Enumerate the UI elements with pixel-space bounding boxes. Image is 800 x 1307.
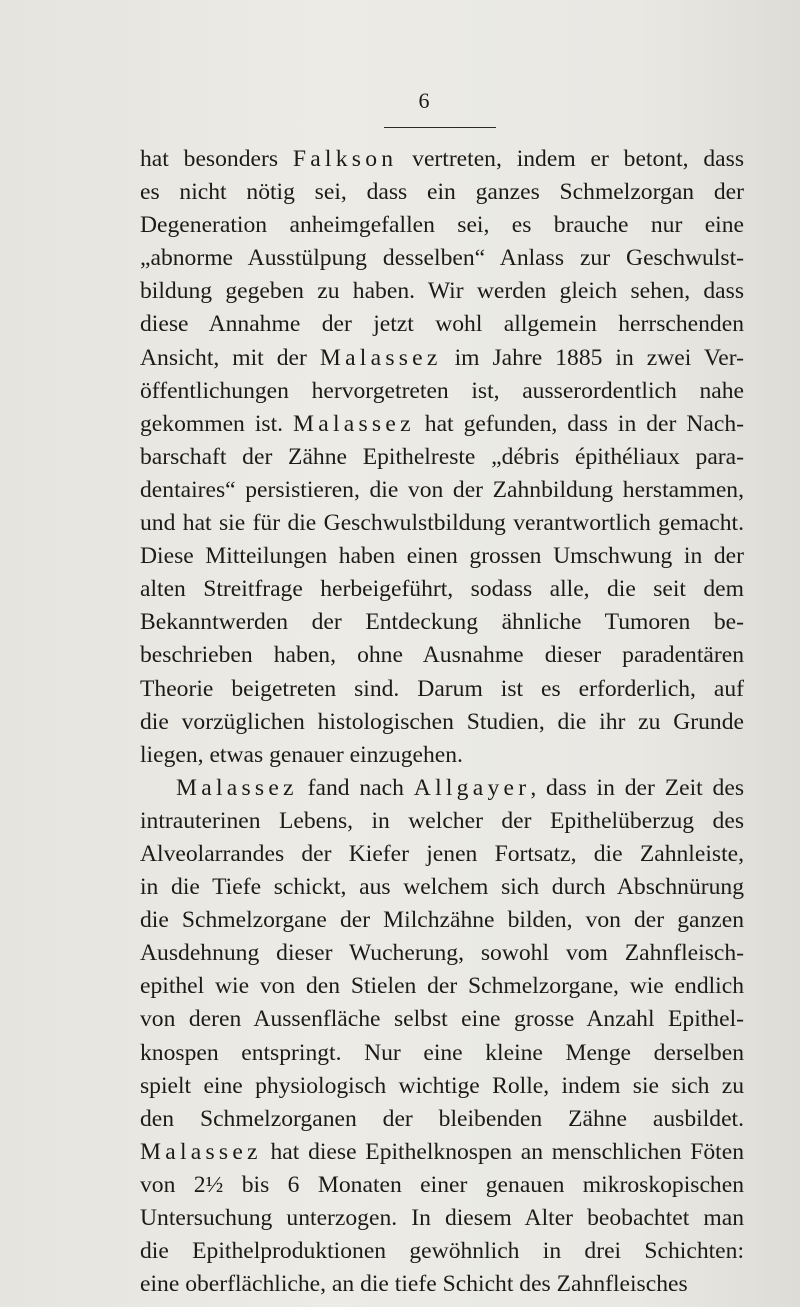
text-line: [140, 342, 744, 375]
text-segment: Ausdehnung dieser Wucherung, sowohl vom Zahnfleisch-: [140, 940, 744, 967]
page-number: 6: [418, 88, 430, 113]
text-segment: Bekanntwerden der Entdeckung ähnliche Tumoren be-: [140, 609, 744, 636]
text-line: [140, 970, 744, 1003]
text-segment: alten Streitfrage herbeigeführt, sodass alle, die seit dem: [140, 576, 744, 603]
body-text: [140, 143, 744, 1301]
text-line: [140, 639, 744, 672]
text-segment: in die Tiefe schickt, aus welchem sich durch Abschnürung: [140, 874, 744, 901]
text-line: [140, 937, 744, 970]
text-line: [140, 606, 744, 639]
text-line: [140, 1037, 744, 1070]
text-line: [140, 1136, 744, 1169]
text-segment: hat besonders: [140, 146, 293, 172]
text-line: [140, 408, 744, 441]
text-line: [140, 176, 744, 209]
text-segment: öffentlichungen hervorgetreten ist, ausserordentlich nahe: [140, 377, 744, 404]
text-segment: dentaires“ persistieren, die von der Zahnbildung herstammen,: [140, 476, 744, 503]
text-line: [140, 507, 744, 540]
header-rule: [384, 127, 496, 128]
text-line: [140, 1103, 744, 1136]
text-segment: „abnorme Ausstülpung desselben“ Anlass zur Geschwulst-: [140, 245, 744, 272]
text-segment: im Jahre 1885 in zwei Ver-: [441, 344, 744, 371]
text-line: [140, 772, 744, 805]
text-segment: fand nach: [297, 774, 414, 801]
text-line: [140, 805, 744, 838]
text-segment: hat gefunden, dass in der Nach-: [414, 410, 744, 437]
text-segment: barschaft der Zähne Epithelreste „débris épithéliaux para-: [140, 443, 744, 470]
text-segment: intrauterinen Lebens, in welcher der Epithelüberzug des: [140, 807, 744, 834]
text-line: [140, 441, 744, 474]
text-line: [140, 375, 744, 408]
text-line: [140, 209, 744, 242]
author-name: Allgayer: [413, 774, 531, 801]
text-line: [140, 308, 744, 341]
text-line: [140, 1268, 744, 1301]
text-segment: Ansicht, mit der: [140, 344, 320, 371]
text-segment: Diese Mitteilungen haben einen grossen Umschwung in der: [140, 543, 744, 570]
text-segment: diese Annahme der jetzt wohl allgemein herrschenden: [140, 311, 744, 338]
text-segment: von 2½ bis 6 Monaten einer genauen mikroskopischen: [140, 1171, 744, 1198]
text-line: [140, 739, 744, 772]
text-segment: liegen, etwas genauer einzugehen.: [140, 741, 463, 768]
author-name: Falkson: [292, 146, 398, 172]
text-line: [140, 1070, 744, 1103]
text-segment: bildung gegeben zu haben. Wir werden gleich sehen, dass: [140, 278, 744, 305]
text-segment: knospen entspringt. Nur eine kleine Menge derselben: [140, 1039, 744, 1066]
text-line: [140, 871, 744, 904]
text-segment: die Epithelproduktionen gewöhnlich in drei Schichten:: [140, 1238, 744, 1265]
text-segment: , dass in der Zeit des: [530, 774, 744, 801]
text-segment: spielt eine physiologisch wichtige Rolle, indem sie sich zu: [140, 1072, 744, 1099]
text-line: [140, 673, 744, 706]
text-segment: die Schmelzorgane der Milchzähne bilden, von der ganzen: [140, 907, 744, 934]
text-segment: es nicht nötig sei, dass ein ganzes Schmelzorgan der: [140, 179, 744, 206]
text-segment: von deren Aussenfläche selbst eine grosse Anzahl Epithel-: [140, 1006, 744, 1033]
author-name: Malassez: [319, 344, 442, 371]
text-segment: die vorzüglichen histologischen Studien, die ihr zu Grunde: [140, 708, 744, 735]
text-line: [140, 242, 744, 275]
text-line: [140, 573, 744, 606]
text-line: [140, 838, 744, 871]
text-line: [140, 143, 744, 176]
text-line: [140, 1202, 744, 1235]
text-segment: eine oberflächliche, an die tiefe Schicht des Zahnfleisches: [140, 1271, 688, 1298]
text-segment: den Schmelzorganen der bleibenden Zähne ausbildet.: [140, 1105, 744, 1132]
text-line: [140, 1003, 744, 1036]
text-segment: vertreten, indem er betont, dass: [397, 146, 744, 172]
text-segment: beschrieben haben, ohne Ausnahme dieser paradentären: [140, 642, 744, 669]
text-line: [140, 275, 744, 308]
text-segment: hat diese Epithelknospen an menschlichen Föten: [261, 1138, 744, 1165]
text-segment: und hat sie für die Geschwulstbildung verantwortlich gemacht.: [140, 510, 744, 537]
author-name: Malassez: [293, 410, 415, 437]
text-segment: Alveolarrandes der Kiefer jenen Fortsatz, die Zahnleiste,: [140, 840, 744, 867]
text-segment: Theorie beigetreten sind. Darum ist es erforderlich, auf: [140, 675, 744, 702]
text-segment: epithel wie von den Stielen der Schmelzorgane, wie endlich: [140, 973, 744, 1000]
text-segment: Untersuchung unterzogen. In diesem Alter beobachtet man: [140, 1205, 744, 1231]
text-line: [140, 706, 744, 739]
text-line: [140, 540, 744, 573]
text-line: [140, 1235, 744, 1268]
text-line: [140, 904, 744, 937]
text-line: [140, 1169, 744, 1202]
text-line: [140, 474, 744, 507]
author-name: Malassez: [140, 1138, 262, 1165]
text-segment: gekommen ist.: [140, 410, 294, 437]
text-segment: Degeneration anheimgefallen sei, es brauche nur eine: [140, 212, 744, 239]
author-name: Malassez: [176, 774, 298, 801]
